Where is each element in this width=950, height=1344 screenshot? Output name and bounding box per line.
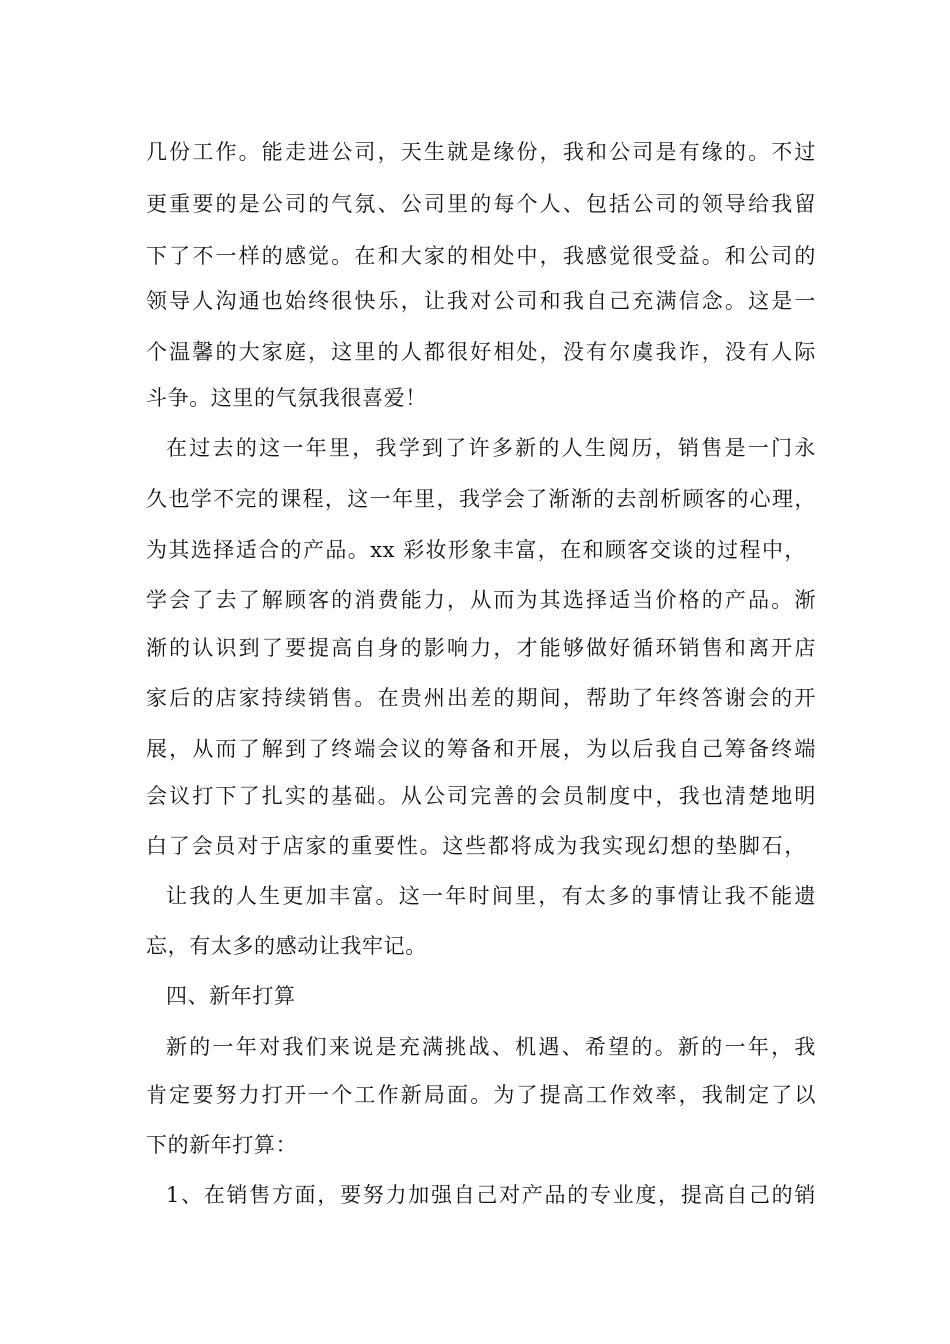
- text-line: 展，从而了解到了终端会议的筹备和开展，为以后我自己筹备终端: [146, 737, 816, 761]
- list-item: 1、在销售方面，要努力加强自己对产品的专业度，提高自己的销: [166, 1183, 816, 1207]
- text-line: 久也学不完的课程，这一年里，我学会了渐渐的去剖析顾客的心理，: [146, 487, 816, 511]
- text-line: 在过去的这一年里，我学到了许多新的人生阅历，销售是一门永: [166, 436, 816, 460]
- text-line: 白了会员对于店家的重要性。这些都将成为我实现幻想的垫脚石，: [146, 834, 806, 858]
- text-line: 学会了去了解顾客的消费能力，从而为其选择适当价格的产品。渐: [146, 588, 816, 612]
- text-line: 斗争。这里的气氛我很喜爱！: [146, 386, 427, 410]
- text-line: 会议打下了扎实的基础。从公司完善的会员制度中，我也清楚地明: [146, 784, 816, 808]
- text-line: 渐的认识到了要提高自身的影响力，才能够做好循环销售和离开店: [146, 636, 816, 660]
- text-line: 为其选择适合的产品。xx 彩妆形象丰富，在和顾客交谈的过程中，: [146, 538, 806, 562]
- text-line: 下的新年打算：: [146, 1133, 298, 1157]
- text-line: 忘，有太多的感动让我牢记。: [146, 934, 427, 958]
- text-line: 下了不一样的感觉。在和大家的相处中，我感觉很受益。和公司的: [146, 244, 816, 268]
- text-line: 让我的人生更加丰富。这一年时间里，有太多的事情让我不能遗: [166, 884, 816, 908]
- text-line: 个温馨的大家庭，这里的人都很好相处，没有尔虞我诈，没有人际: [146, 340, 816, 364]
- text-line: 领导人沟通也始终很快乐，让我对公司和我自己充满信念。这是一: [146, 289, 816, 313]
- text-line: 几份工作。能走进公司，天生就是缘份，我和公司是有缘的。不过: [146, 140, 816, 164]
- text-line: 肯定要努力打开一个工作新局面。为了提高工作效率，我制定了以: [146, 1083, 816, 1107]
- text-line: 家后的店家持续销售。在贵州出差的期间，帮助了年终答谢会的开: [146, 686, 816, 710]
- section-heading: 四、新年打算: [166, 984, 296, 1008]
- text-line: 更重要的是公司的气氛、公司里的每个人、包括公司的领导给我留: [146, 192, 816, 216]
- text-line: 新的一年对我们来说是充满挑战、机遇、希望的。新的一年，我: [166, 1035, 816, 1059]
